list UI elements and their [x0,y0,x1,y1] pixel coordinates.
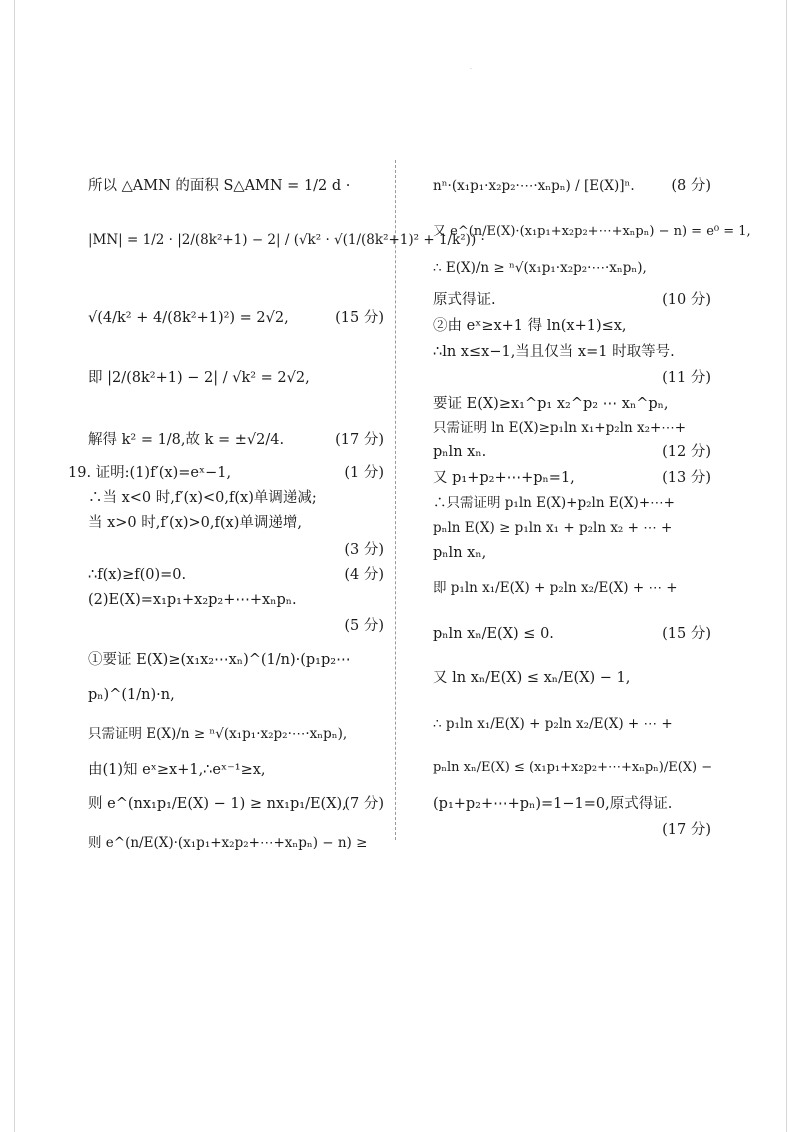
line: (2)E(X)=x₁p₁+x₂p₂+⋯+xₙpₙ. [88,592,297,608]
line: ∴ E(X)/n ≥ ⁿ√(x₁p₁·x₂p₂·⋯·xₙpₙ), [433,260,647,276]
line: pₙln xₙ. [433,444,487,460]
score: (3 分) [344,542,384,558]
line: 即 |2/(8k²+1) − 2| / √k² = 2√2, [88,370,310,386]
line: ∴f(x)≥f(0)=0. [88,567,187,583]
line: 所以 △AMN 的面积 S△AMN = 1/2 d · [88,178,351,194]
line: nⁿ·(x₁p₁·x₂p₂·⋯·xₙpₙ) / [E(X)]ⁿ. [433,178,635,194]
score: (4 分) [344,567,384,583]
line: 当 x>0 时,f′(x)>0,f(x)单调递增, [88,515,302,531]
line: ∴ p₁ln x₁/E(X) + p₂ln x₂/E(X) + ⋯ + [433,716,673,732]
line: 即 p₁ln x₁/E(X) + p₂ln x₂/E(X) + ⋯ + [433,580,678,596]
line: 又 e^(n/E(X)·(x₁p₁+x₂p₂+⋯+xₙpₙ) − n) = e⁰ = 1, [433,224,751,239]
line: 又 p₁+p₂+⋯+pₙ=1, [433,470,575,486]
right-column [433,158,751,858]
score: (15 分) [335,310,384,326]
line: √(4/k² + 4/(8k²+1)²) = 2√2, [88,310,289,326]
line: 19. 证明:(1)f′(x)=eˣ−1, [68,465,232,481]
line: 只需证明 E(X)/n ≥ ⁿ√(x₁p₁·x₂p₂·⋯·xₙpₙ), [88,726,348,742]
score: (5 分) [344,618,384,634]
line: 则 e^(n/E(X)·(x₁p₁+x₂p₂+⋯+xₙpₙ) − n) ≥ [88,835,368,851]
page-marker: · [470,66,472,73]
line: pₙln xₙ/E(X) ≤ (x₁p₁+x₂p₂+⋯+xₙpₙ)/E(X) − [433,760,713,775]
line: |MN| = 1/2 · |2/(8k²+1) − 2| / (√k² · √(1/(8k²+1)² + 1/k²)) · [88,232,485,248]
line: 解得 k² = 1/8,故 k = ±√2/4. [88,432,285,448]
score: (17 分) [662,822,711,838]
line: ∴只需证明 p₁ln E(X)+p₂ln E(X)+⋯+ [433,495,675,511]
line: 又 ln xₙ/E(X) ≤ xₙ/E(X) − 1, [433,670,631,686]
column-divider [395,160,396,840]
score: (17 分) [335,432,384,448]
page-edge-right [786,0,787,1132]
line: ∴当 x<0 时,f′(x)<0,f(x)单调递减; [88,490,317,506]
line: (p₁+p₂+⋯+pₙ)=1−1=0,原式得证. [433,796,673,812]
line: 由(1)知 eˣ≥x+1,∴eˣ⁻¹≥x, [88,762,266,778]
line: 只需证明 ln E(X)≥p₁ln x₁+p₂ln x₂+⋯+ [433,420,687,436]
score: (13 分) [662,470,711,486]
line: 原式得证. [433,292,496,308]
score: (15 分) [662,626,711,642]
score: (11 分) [662,370,711,386]
score: (10 分) [662,292,711,308]
line: ∴ln x≤x−1,当且仅当 x=1 时取等号. [433,344,675,360]
line: 要证 E(X)≥x₁^p₁ x₂^p₂ ⋯ xₙ^pₙ, [433,396,669,412]
line: pₙ)^(1/n)·n, [88,687,175,703]
line: 则 e^(nx₁p₁/E(X) − 1) ≥ nx₁p₁/E(X), [88,796,347,812]
score: (12 分) [662,444,711,460]
line: pₙln E(X) ≥ p₁ln x₁ + p₂ln x₂ + ⋯ + [433,520,673,536]
line: pₙln xₙ/E(X) ≤ 0. [433,626,554,642]
score: (1 分) [344,465,384,481]
line: ②由 eˣ≥x+1 得 ln(x+1)≤x, [433,318,627,334]
score: (7 分) [344,796,384,812]
line: pₙln xₙ, [433,545,487,561]
score: (8 分) [671,178,711,194]
page-edge-left [14,0,15,1132]
line: ①要证 E(X)≥(x₁x₂⋯xₙ)^(1/n)·(p₁p₂⋯ [88,652,351,668]
